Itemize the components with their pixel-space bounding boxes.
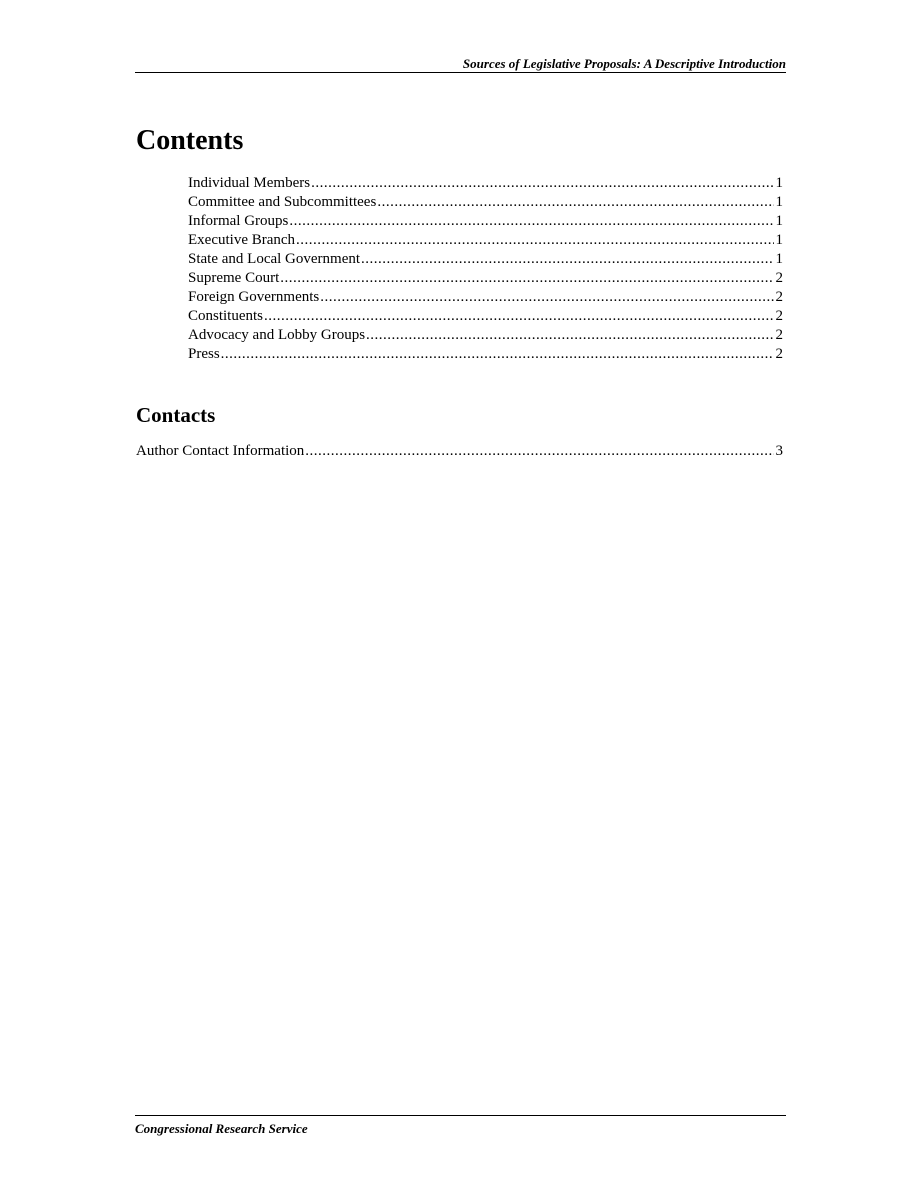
toc-entry-label: Foreign Governments (188, 289, 320, 305)
contents-title: Contents (136, 125, 244, 156)
toc-entry-label: Press (188, 346, 220, 362)
toc-dot-leader (366, 326, 773, 345)
running-footer (135, 1115, 786, 1137)
toc-entry-page: 1 (775, 194, 783, 210)
toc-entry[interactable] (188, 288, 783, 307)
toc-entry-page: 3 (775, 443, 783, 459)
toc-entry-page: 1 (775, 251, 783, 267)
toc-entry-page: 2 (775, 327, 783, 343)
toc-entry[interactable] (188, 269, 783, 288)
toc-entry[interactable] (188, 250, 783, 269)
toc-dot-leader (320, 288, 773, 307)
toc-entry-page: 2 (775, 346, 783, 362)
toc-dot-leader (361, 250, 773, 269)
toc-entry-page: 1 (775, 175, 783, 191)
toc-dot-leader (280, 269, 773, 288)
toc-entry-page: 2 (775, 270, 783, 286)
toc-entry-label: Committee and Subcommittees (188, 194, 377, 210)
toc-entry-page: 2 (775, 289, 783, 305)
toc-entry-label: Advocacy and Lobby Groups (188, 327, 366, 343)
running-header (135, 55, 786, 73)
toc-entry-page: 1 (775, 213, 783, 229)
toc-entry-label: Constituents (188, 308, 264, 324)
toc-entry[interactable] (188, 345, 783, 364)
toc-dot-leader (264, 307, 773, 326)
toc-dot-leader (311, 174, 773, 193)
toc-entry-label: State and Local Government (188, 251, 361, 267)
toc-entry-page: 2 (775, 308, 783, 324)
toc-entry[interactable] (188, 231, 783, 250)
toc-entry-label: Supreme Court (188, 270, 280, 286)
contents-list (188, 174, 783, 364)
toc-entry[interactable] (188, 174, 783, 193)
toc-entry-label: Individual Members (188, 175, 311, 191)
toc-dot-leader (305, 442, 773, 461)
toc-entry-label: Author Contact Information (136, 443, 305, 459)
toc-dot-leader (296, 231, 773, 250)
running-header-title: Sources of Legislative Proposals: A Descriptive Introduction (462, 56, 786, 71)
toc-entry-author-contact[interactable] (136, 442, 783, 461)
toc-entry[interactable] (188, 307, 783, 326)
toc-dot-leader (289, 212, 773, 231)
toc-entry-label: Executive Branch (188, 232, 296, 248)
footer-organization: Congressional Research Service (135, 1121, 308, 1136)
toc-entry[interactable] (188, 212, 783, 231)
toc-dot-leader (221, 345, 774, 364)
contacts-list (136, 442, 783, 461)
contacts-title: Contacts (136, 403, 216, 427)
toc-dot-leader (377, 193, 773, 212)
toc-entry[interactable] (188, 193, 783, 212)
toc-entry-label: Informal Groups (188, 213, 289, 229)
toc-entry[interactable] (188, 326, 783, 345)
toc-entry-page: 1 (775, 232, 783, 248)
